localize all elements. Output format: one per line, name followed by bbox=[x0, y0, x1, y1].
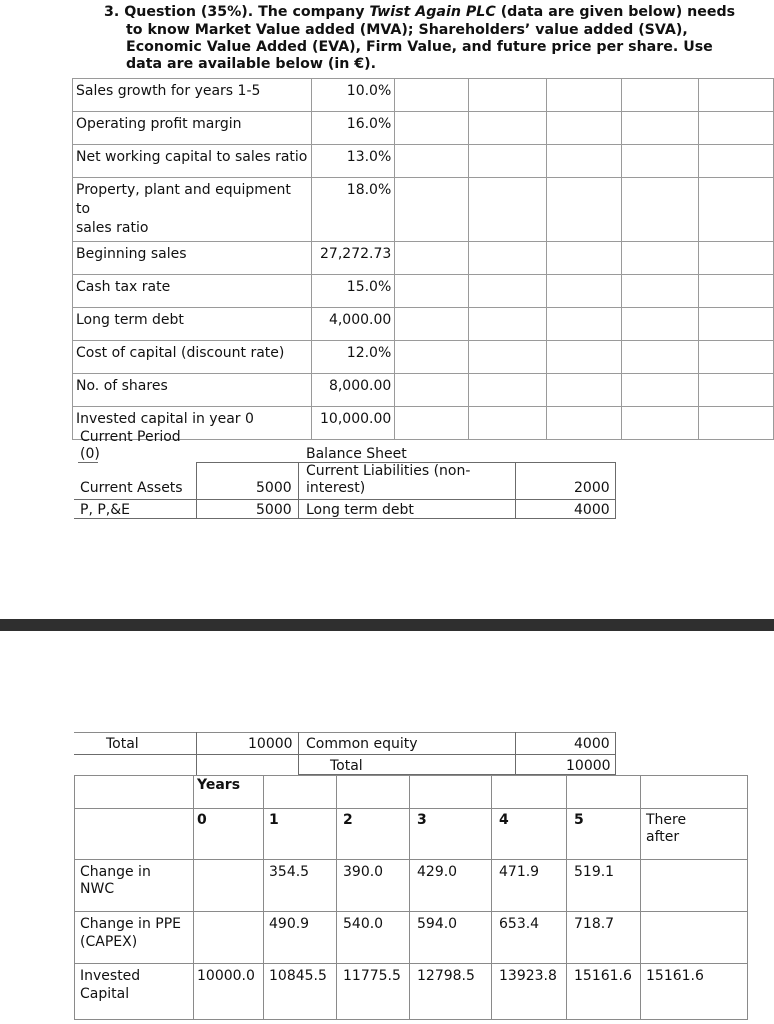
thereafter-header-1: There bbox=[646, 812, 687, 828]
param-row bbox=[73, 275, 774, 308]
table-cell: 653.4 bbox=[499, 916, 540, 932]
bs2-mid-line bbox=[74, 754, 616, 755]
bs-vline bbox=[196, 462, 197, 519]
bs-vline bbox=[615, 462, 616, 519]
years-table-border bbox=[74, 859, 748, 860]
bs2-vline bbox=[515, 732, 516, 775]
bs-vline bbox=[515, 462, 516, 519]
years-table-border bbox=[640, 775, 641, 1020]
company-name: Twist Again PLC bbox=[369, 4, 496, 20]
years-table-border bbox=[74, 775, 75, 1020]
years-table-border bbox=[193, 775, 194, 1020]
table-cell: 15161.6 bbox=[646, 968, 704, 984]
param-label: Invested capital in year 0 bbox=[73, 407, 312, 440]
table-cell: 429.0 bbox=[417, 864, 458, 880]
question-line-4: data are available below (in €). bbox=[126, 56, 376, 72]
common-equity-label: Common equity bbox=[306, 736, 418, 752]
thereafter-header-2: after bbox=[646, 829, 680, 845]
param-label: Long term debt bbox=[73, 308, 312, 341]
ppe-label: P, P,&E bbox=[80, 502, 130, 518]
ltd-value: 4000 bbox=[574, 502, 610, 518]
parameters-table bbox=[72, 78, 774, 440]
param-row bbox=[73, 79, 774, 112]
table-cell: 390.0 bbox=[343, 864, 384, 880]
param-row bbox=[73, 145, 774, 178]
bs2-vline bbox=[615, 732, 616, 775]
period-underline bbox=[78, 462, 98, 463]
years-table-border bbox=[263, 775, 264, 1020]
total2-value: 10000 bbox=[566, 758, 611, 774]
param-label: Operating profit margin bbox=[73, 112, 312, 145]
bs2-vline bbox=[298, 732, 299, 775]
param-label: Net working capital to sales ratio bbox=[73, 145, 312, 178]
years-table-border bbox=[74, 775, 748, 776]
year-header: 5 bbox=[574, 812, 584, 828]
bs2-top-line bbox=[74, 732, 616, 733]
param-value: 12.0% bbox=[311, 341, 394, 374]
question-line-3: Economic Value Added (EVA), Firm Value, and future price per share. Use bbox=[126, 39, 713, 55]
table-cell: 519.1 bbox=[574, 864, 615, 880]
param-label: Property, plant and equipment to sales ratio bbox=[73, 178, 312, 242]
param-value: 10.0% bbox=[311, 79, 394, 112]
current-assets-value: 5000 bbox=[256, 480, 292, 496]
param-row bbox=[73, 308, 774, 341]
table-cell: 490.9 bbox=[269, 916, 310, 932]
year-header: 0 bbox=[197, 812, 207, 828]
table-cell: 11775.5 bbox=[343, 968, 401, 984]
table-cell: 15161.6 bbox=[574, 968, 632, 984]
period-label-2: (0) bbox=[80, 446, 100, 462]
years-label: Years bbox=[197, 777, 241, 793]
bs-vline bbox=[298, 462, 299, 519]
year-header: 2 bbox=[343, 812, 353, 828]
year-header: 4 bbox=[499, 812, 509, 828]
param-label: Beginning sales bbox=[73, 242, 312, 275]
years-table-border bbox=[74, 963, 748, 964]
year-header: 1 bbox=[269, 812, 279, 828]
question-line-2: to know Market Value added (MVA); Shareholders’ value added (SVA), bbox=[126, 22, 688, 38]
table-cell: 354.5 bbox=[269, 864, 310, 880]
row-label: Invested bbox=[80, 968, 141, 984]
page-divider bbox=[0, 619, 774, 631]
total-label: Total bbox=[106, 736, 139, 752]
table-cell: 10000.0 bbox=[197, 968, 255, 984]
row-label: Capital bbox=[80, 986, 130, 1002]
period-label-1: Current Period bbox=[80, 429, 181, 445]
param-row bbox=[73, 112, 774, 145]
param-value: 27,272.73 bbox=[311, 242, 394, 275]
param-row bbox=[73, 374, 774, 407]
bs-mid-line bbox=[74, 499, 616, 500]
param-label: Cash tax rate bbox=[73, 275, 312, 308]
row-label: NWC bbox=[80, 881, 115, 897]
current-assets-label: Current Assets bbox=[80, 480, 183, 496]
years-table-border bbox=[74, 808, 748, 809]
param-value: 16.0% bbox=[311, 112, 394, 145]
years-table-border bbox=[409, 775, 410, 1020]
years-table-border bbox=[74, 911, 748, 912]
years-table-border bbox=[747, 775, 748, 1020]
common-equity-value: 4000 bbox=[574, 736, 610, 752]
total-value: 10000 bbox=[248, 736, 293, 752]
table-cell: 540.0 bbox=[343, 916, 384, 932]
param-value: 10,000.00 bbox=[311, 407, 394, 440]
liab-header-1: Current Liabilities (non- bbox=[306, 463, 471, 479]
row-label: Change in bbox=[80, 864, 151, 880]
table-cell: 13923.8 bbox=[499, 968, 557, 984]
table-cell: 10845.5 bbox=[269, 968, 327, 984]
param-value: 8,000.00 bbox=[311, 374, 394, 407]
total2-label: Total bbox=[330, 758, 363, 774]
liab-value: 2000 bbox=[574, 480, 610, 496]
param-row bbox=[73, 178, 774, 242]
param-value: 4,000.00 bbox=[311, 308, 394, 341]
bs2-vline bbox=[196, 732, 197, 775]
param-value: 15.0% bbox=[311, 275, 394, 308]
table-cell: 718.7 bbox=[574, 916, 615, 932]
param-row bbox=[73, 341, 774, 374]
table-cell: 594.0 bbox=[417, 916, 458, 932]
year-header: 3 bbox=[417, 812, 427, 828]
ppe-value: 5000 bbox=[256, 502, 292, 518]
param-row bbox=[73, 242, 774, 275]
param-value: 13.0% bbox=[311, 145, 394, 178]
question-line-1: 3. Question (35%). The company Twist Again PLC (data are given below) needs bbox=[104, 4, 736, 20]
row-label: (CAPEX) bbox=[80, 934, 138, 950]
table-cell: 12798.5 bbox=[417, 968, 475, 984]
param-label: Sales growth for years 1-5 bbox=[73, 79, 312, 112]
years-table-border bbox=[74, 1019, 748, 1020]
years-table-border bbox=[491, 775, 492, 1020]
years-table-border bbox=[566, 775, 567, 1020]
param-value: 18.0% bbox=[311, 178, 394, 242]
ltd-label: Long term debt bbox=[306, 502, 414, 518]
years-table-border bbox=[336, 775, 337, 1020]
table-cell: 471.9 bbox=[499, 864, 540, 880]
balance-sheet-title: Balance Sheet bbox=[306, 446, 407, 462]
liab-header-2: interest) bbox=[306, 480, 366, 496]
row-label: Change in PPE bbox=[80, 916, 181, 932]
param-label: No. of shares bbox=[73, 374, 312, 407]
param-label: Cost of capital (discount rate) bbox=[73, 341, 312, 374]
